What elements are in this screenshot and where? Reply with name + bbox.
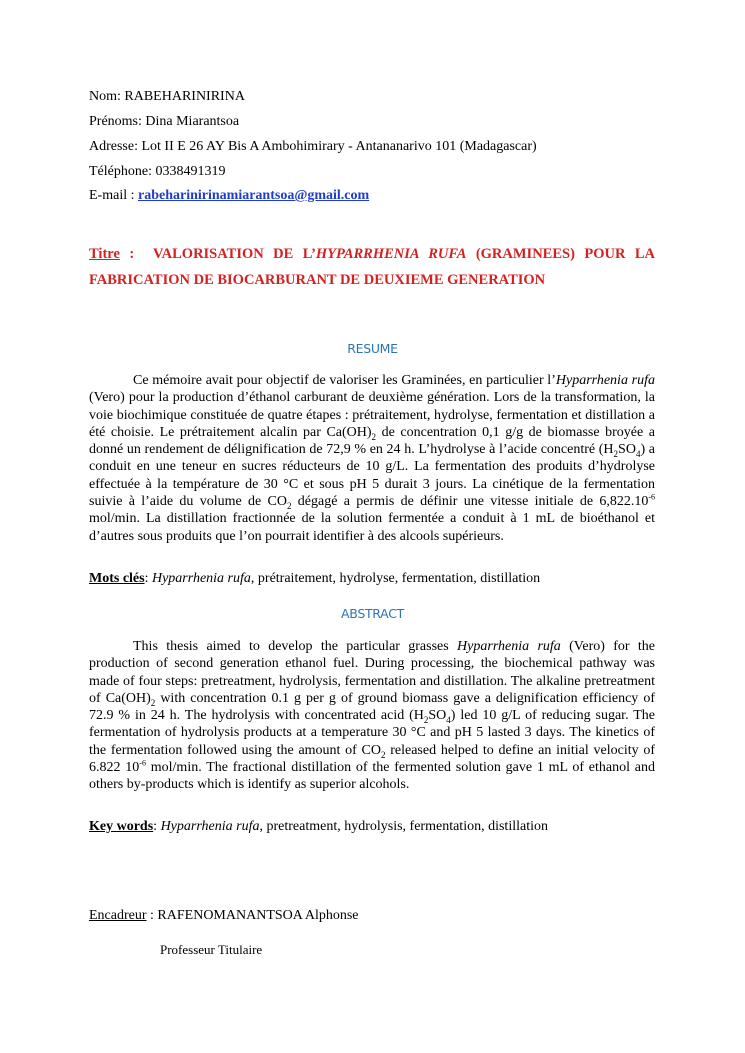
abstract-keywords: Key words: Hyparrhenia rufa, pretreatment, hydrolysis, fermentation, distillation	[89, 819, 548, 834]
supervisor-line: Encadreur : RAFENOMANANTSOA Alphonse	[89, 908, 359, 923]
keywords-label: Key words	[89, 819, 154, 834]
thesis-title-line-1	[89, 245, 655, 263]
email-link[interactable]: rabeharinirinamiarantsoa@gmail.com	[138, 188, 370, 203]
resume-heading: RESUME	[347, 341, 398, 356]
author-address: Adresse: Lot II E 26 AY Bis A Ambohimirary - Antananarivo 101 (Madagascar)	[89, 139, 537, 154]
supervisor-rank: Professeur Titulaire	[160, 942, 263, 957]
resume-keywords: Mots clés: Hyparrhenia rufa, prétraitement, hydrolyse, fermentation, distillation	[89, 571, 541, 586]
title-label: Titre	[89, 246, 120, 262]
author-first-names: Prénoms: Dina Miarantsoa	[89, 114, 240, 129]
thesis-title-line-2: FABRICATION DE BIOCARBURANT DE DEUXIEME GENERATION	[89, 272, 546, 288]
title-species: HYPARRHENIA RUFA	[315, 246, 467, 262]
supervisor-name: RAFENOMANANTSOA Alphonse	[157, 908, 359, 923]
author-phone: Téléphone: 0338491319	[89, 164, 226, 179]
abstract-paragraph: This thesis aimed to develop the particular grasses Hyparrhenia rufa (Vero) for the production of second generation ethanol fuel. During processing, the biochemical pathway was made of four steps: pretreatment, hydrolysis, fermentation and distillation. The alkaline pretreatment of $Ca(OH)_2$ with concentration 0.1 g per g of ground biomass gave a delignification efficiency of 72.9 % in 24 h. The hydrolysis with concentrated acid $(H_2SO_4)$ led 10 g/L of reducing sugar. The fermentation of hydrolysis products at a temperature 30 °C and pH 5 lasted 3 days. The kinetics of the fermentation followed using the amount of $CO_2$ released helped to define an initial velocity of 6.822 $10^{-6}$ mol/min. The fractional distillation of the fermented solution gave 1 mL of ethanol and others by-products which is identify as superior alcohols.	[89, 639, 656, 793]
title-text-b: (GRAMINEES) POUR LA	[466, 246, 655, 262]
email-label: E-mail :	[89, 188, 138, 203]
resume-paragraph: Ce mémoire avait pour objectif de valoriser les Graminées, en particulier l’Hyparrhenia rufa (Vero) pour la production d’éthanol carburant de deuxième génération. Lors de la transformation, la voie biochimique constituée de quatre étapes : prétraitement, hydrolyse, fermentation et distillation a été choisie. Le prétraitement alcalin par $Ca(OH)_2$ de concentration 0,1 g/g de biomasse broyée a donné un rendement de délignification de 72,9 % en 24 h. L’hydrolyse à l’acide concentré $(H_2SO_4)$ a conduit en une teneur en sucres réducteurs de 10 g/L. La fermentation des produits d’hydrolyse effectuée à la température de 30 °C et sous pH 5 durait 3 jours. La cinétique de la fermentation suivie à l’aide du volume de $CO_2$ dégagé a permis de définir une vitesse initiale de $6,822.10^{-6}$ mol/min. La distillation fractionnée de la solution fermentée a conduit à 1 mL de bioéthanol et d’autres sous produits que l’on pourrait identifier à des alcools supérieurs.	[89, 373, 655, 544]
title-separator: :	[119, 246, 135, 262]
supervisor-label: Encadreur	[89, 908, 147, 923]
keywords-label: Mots clés	[89, 571, 145, 586]
title-text-a: VALORISATION DE L’	[153, 246, 316, 262]
author-name: Nom: RABEHARINIRINA	[89, 89, 245, 104]
author-email-line	[89, 187, 369, 205]
abstract-heading: ABSTRACT	[341, 606, 404, 621]
